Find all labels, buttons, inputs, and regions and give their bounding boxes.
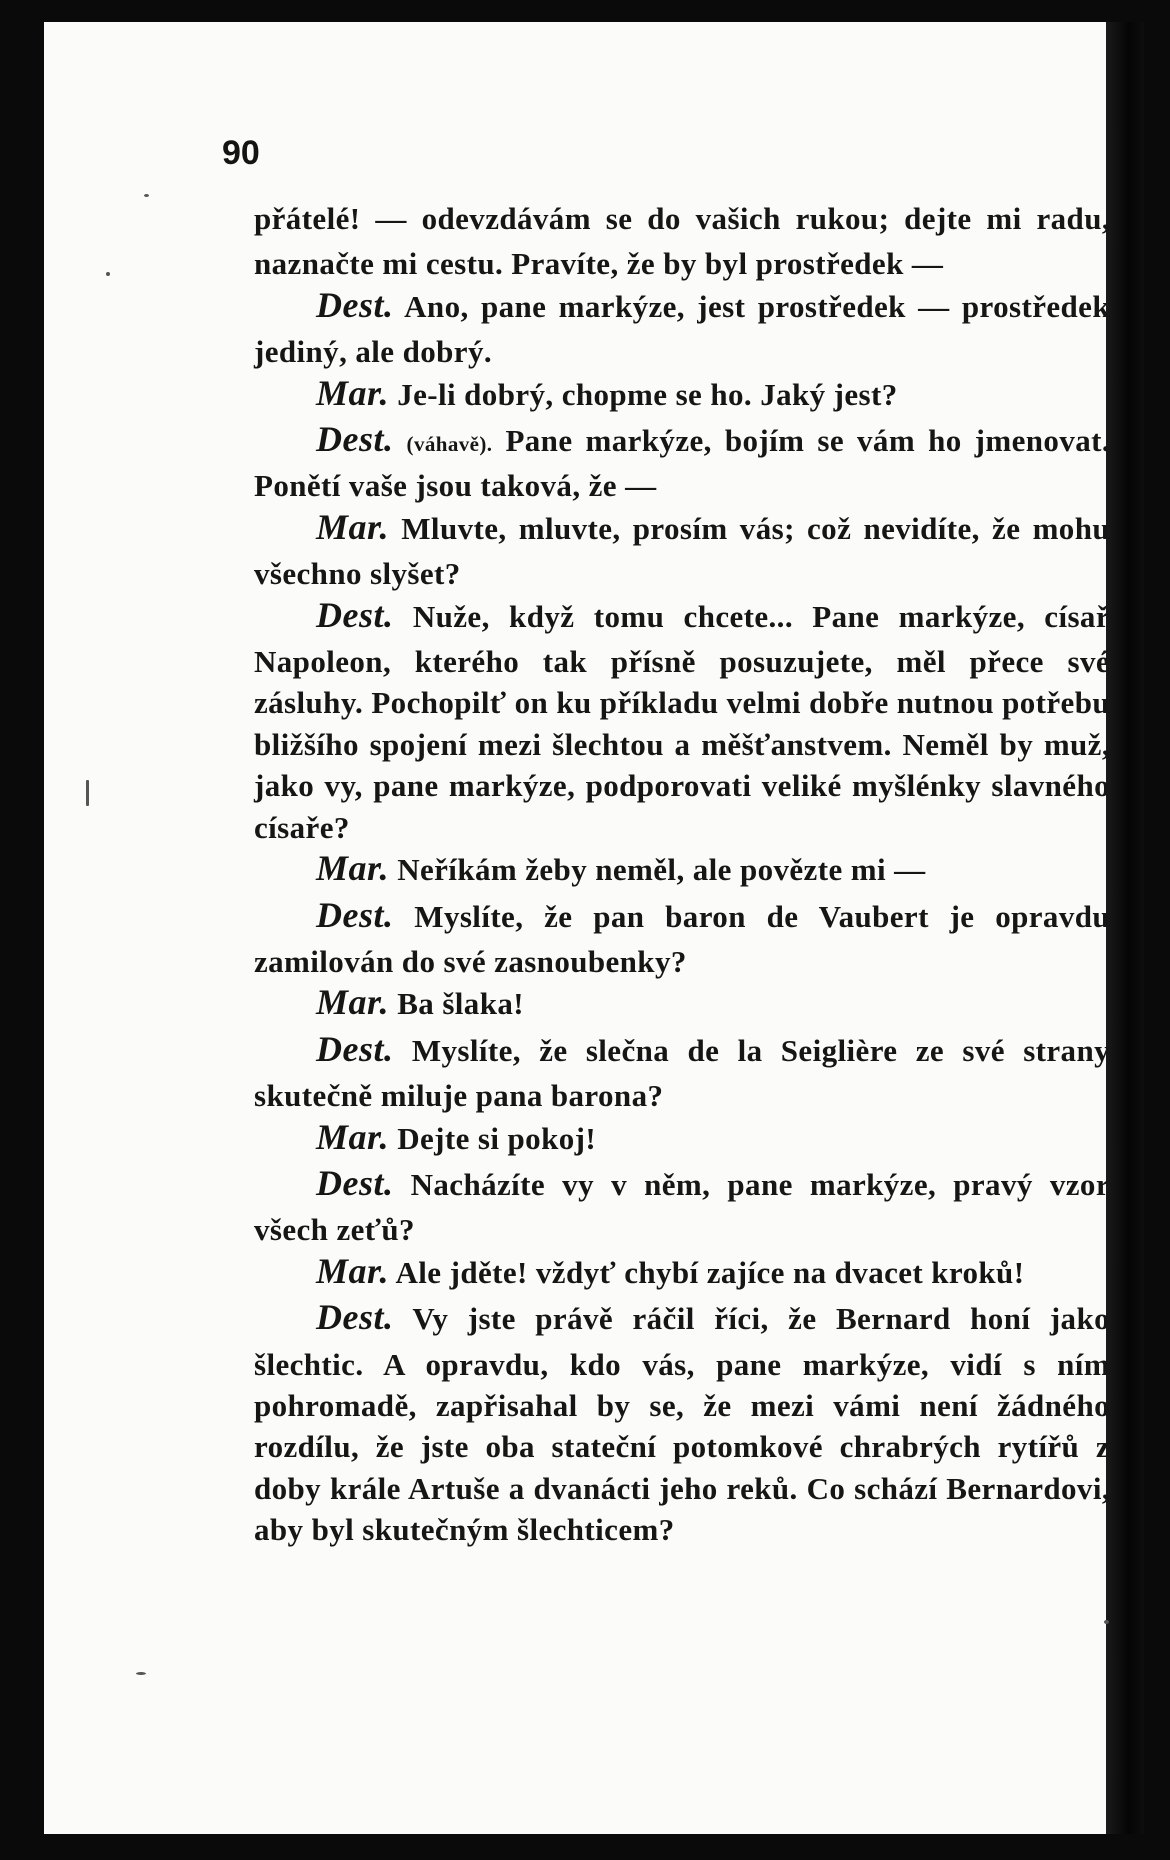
paragraph-text: Vy jste právě ráčil říci, že Bernard honí jako šlechtic. A opravdu, kdo vás, pane markýze, vidí s ním pohromadě, zapřisahal by se, že mezi vámi není žádného rozdílu, že jste oba stateční potomkové chrabrých rytířů z doby krále Artuše a dvanácti jeho reků. Co schází Bernardovi, aby byl skutečným šlechticem? — [254, 1301, 1110, 1548]
paragraph — [254, 373, 1110, 419]
speaker-name: Dest. — [316, 594, 394, 635]
paragraph-text: přátelé! — odevzdávám se do vašich rukou; dejte mi radu, naznačte mi cestu. Pravíte, že by byl prostředek — — [254, 201, 1110, 282]
scan-speck — [144, 194, 149, 197]
paragraph — [254, 1163, 1110, 1251]
dialogue-text — [254, 197, 1110, 1551]
paragraph-text: Neříkám žeby neměl, ale povězte mi — — [397, 852, 926, 888]
speaker-name: Dest. — [316, 284, 394, 325]
speaker-name: Mar. — [316, 1116, 390, 1157]
paragraph — [254, 419, 1110, 507]
speaker-name: Mar. — [316, 372, 390, 413]
speaker-name: Mar. — [316, 1250, 390, 1291]
speaker-name: Dest. — [316, 419, 394, 460]
scan-speck — [136, 1672, 146, 1675]
speaker-name: Dest. — [316, 1162, 394, 1203]
speaker-name: Mar. — [316, 506, 390, 547]
speaker-name: Dest. — [316, 1297, 394, 1338]
speaker-name: Dest. — [316, 894, 394, 935]
speaker-name: Mar. — [316, 848, 390, 889]
paragraph-text: Myslíte, že pan baron de Vaubert je opravdu zamilován do své zasnoubenky? — [254, 898, 1110, 979]
paragraph — [254, 1117, 1110, 1163]
book-page — [44, 22, 1144, 1834]
paragraph — [254, 1029, 1110, 1117]
speaker-name: Mar. — [316, 982, 390, 1023]
paragraph — [254, 848, 1110, 894]
paragraph — [254, 285, 1110, 373]
page-number: 90 — [222, 134, 260, 172]
scan-edge — [1106, 22, 1144, 1834]
paragraph — [254, 197, 1110, 285]
paragraph-text: Je-li dobrý, chopme se ho. Jaký jest? — [397, 376, 898, 412]
paragraph-text: Ano, pane markýze, jest prostředek — prostředek jediný, ale dobrý. — [254, 288, 1110, 370]
paragraph-text: Pane markýze, bojím se vám ho jmenovat. Ponětí vaše jsou taková, že — — [254, 423, 1110, 504]
paragraph-text: Myslíte, že slečna de la Seiglière ze své strany skutečně miluje pana barona? — [254, 1032, 1110, 1114]
paragraph-text: Ba šlaka! — [397, 986, 524, 1022]
scan-speck — [86, 780, 89, 806]
paragraph-text: Dejte si pokoj! — [397, 1120, 597, 1156]
paragraph — [254, 595, 1110, 848]
scan-speck — [106, 272, 110, 276]
scan-speck — [1104, 1620, 1109, 1624]
paragraph-text: Nacházíte vy v něm, pane markýze, pravý vzor všech zeťů? — [254, 1166, 1110, 1248]
paragraph-text: Ale jděte! vždyť chybí zajíce na dvacet kroků! — [395, 1254, 1025, 1290]
paragraph — [254, 507, 1110, 595]
paragraph — [254, 982, 1110, 1028]
speaker-name: Dest. — [316, 1028, 394, 1069]
paragraph — [254, 895, 1110, 983]
paragraph-text: Mluvte, mluvte, prosím vás; což nevidíte, že mohu všechno slyšet? — [254, 510, 1110, 592]
paragraph-text: Nuže, když tomu chcete... Pane markýze, císař Napoleon, kterého tak přísně posuzujete, měl přece své zásluhy. Pochopilť on ku příkladu velmi dobře nutnou potřebu bližšího spojení mezi šlechtou a měšťanstvem. Neměl by muž, jako vy, pane markýze, podporovati veliké myšlénky slavného císaře? — [254, 598, 1110, 845]
paragraph — [254, 1251, 1110, 1297]
stage-direction: (váhavě). — [406, 432, 493, 457]
paragraph — [254, 1297, 1110, 1550]
